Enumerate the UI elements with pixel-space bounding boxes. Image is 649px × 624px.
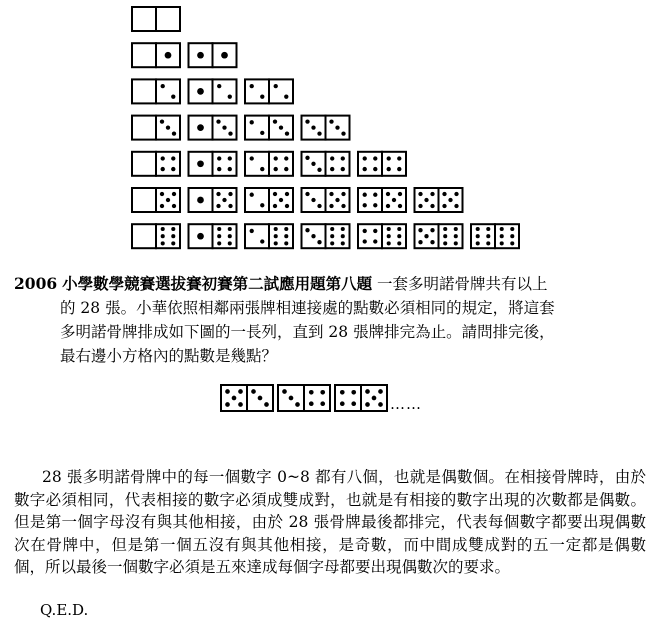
domino-tile: [221, 385, 273, 411]
domino-pip: [372, 396, 377, 401]
domino-pip: [264, 402, 269, 407]
question-year: 2006: [14, 274, 58, 293]
domino-pip: [320, 401, 325, 406]
domino-pip: [251, 389, 256, 394]
domino-pip: [340, 401, 345, 406]
domino-pip: [340, 390, 345, 395]
domino-pip: [365, 402, 370, 407]
domino-half: [304, 385, 330, 411]
domino-pip: [365, 389, 370, 394]
domino-pip: [378, 402, 383, 407]
domino-pip: [238, 389, 243, 394]
question-line-3: 多明諾骨牌排成如下圖的一長列，直到 28 張牌排完為止。請問排完後，: [60, 323, 555, 341]
domino-pip: [351, 390, 356, 395]
domino-tile: [278, 385, 330, 411]
domino-pip: [232, 396, 237, 401]
domino-pip: [295, 402, 300, 407]
continuation-ellipsis: ……: [390, 395, 422, 413]
qed-mark: Q.E.D.: [40, 601, 89, 619]
domino-tile: [335, 385, 387, 411]
domino-pip: [351, 401, 356, 406]
question-line-1: 一套多明諾骨牌共有以上: [377, 275, 548, 293]
domino-pip: [309, 390, 314, 395]
domino-pip: [238, 402, 243, 407]
question-line-4: 最右邊小方格內的點數是幾點？: [60, 347, 278, 365]
domino-pip: [309, 401, 314, 406]
question-line-2: 的 28 張。小華依照相鄰兩張牌相連接處的點數必須相同的規定，將這套: [60, 299, 555, 317]
question-source: 小學數學競賽選拔賽初賽第二試應用題第八題: [62, 274, 373, 293]
domino-pip: [225, 402, 230, 407]
solution-paragraph: 28 張多明諾骨牌中的每一個數字 0~8 都有八個，也就是偶數個。在相接骨牌時，由於數字必須相同，代表相接的數字必須成雙成對，也就是有相接的數字出現的次數都是偶數。但是第一個字母沒有與其他相接，由於 28 張骨牌最後都排完，代表每個數字都要出現偶數次在骨牌中，但是第一個五沒有與其他相接，是奇數，而中間成雙成對的五一定都是偶數個，所以最後一個數字必須是五來達成每個字母都要出現偶數次的要求。: [14, 468, 646, 576]
domino-pip: [282, 389, 287, 394]
domino-pip: [258, 396, 263, 401]
domino-pip: [320, 390, 325, 395]
domino-pip: [378, 389, 383, 394]
domino-pip: [289, 396, 294, 401]
domino-pip: [225, 389, 230, 394]
domino-half: [335, 385, 361, 411]
